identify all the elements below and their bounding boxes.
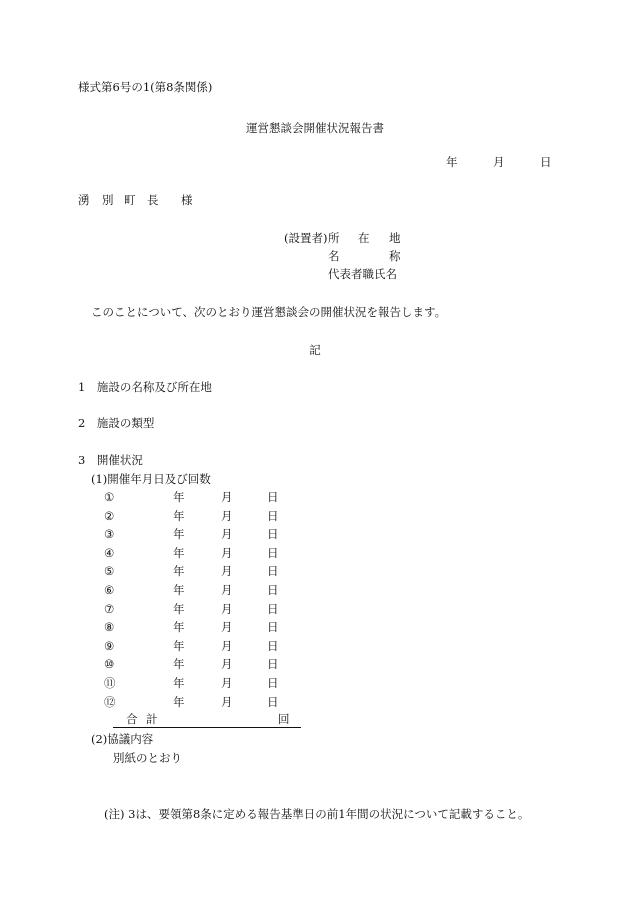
meeting-month: 月 [221, 583, 233, 597]
subitem-2-text: 別紙のとおり [113, 751, 182, 765]
meeting-day: 日 [267, 527, 279, 542]
form-number: 様式第6号の1(第8条関係) [78, 80, 213, 94]
meeting-year: 年 [173, 638, 185, 653]
meeting-month: 月 [221, 601, 233, 616]
meeting-number: ⑤ [104, 564, 115, 579]
meeting-row [0, 583, 630, 597]
name-label-char: 称 [389, 249, 401, 263]
representative-label: 代表者職氏名 [328, 267, 397, 281]
addressee-honorific: 様 [181, 193, 193, 207]
meeting-month: 月 [221, 620, 233, 635]
meeting-month: 月 [221, 564, 233, 579]
meeting-month: 月 [221, 527, 233, 542]
meeting-year: 年 [173, 564, 185, 579]
address-label-char: 在 [358, 231, 370, 245]
reporter-address-row [0, 231, 630, 245]
subitem-2: (2)協議内容 [91, 732, 154, 746]
meeting-number: ① [104, 490, 115, 504]
date-month: 月 [493, 155, 505, 169]
meeting-row [0, 676, 630, 690]
addressee-char: 湧 [78, 193, 90, 207]
meeting-row [0, 527, 630, 541]
meeting-number: ⑧ [104, 620, 115, 635]
meeting-number: ② [104, 508, 115, 523]
meeting-day: 日 [267, 490, 279, 504]
meeting-year: 年 [173, 508, 185, 523]
addressee-char: 町 [124, 193, 136, 207]
meeting-row [0, 546, 630, 560]
total-label-char: 計 [146, 712, 158, 726]
meeting-month: 月 [221, 694, 233, 709]
meeting-day: 日 [267, 583, 279, 597]
meeting-year: 年 [173, 620, 185, 635]
date-year: 年 [446, 155, 458, 169]
meeting-number: ⑥ [104, 583, 115, 597]
total-unit: 回 [278, 712, 290, 726]
meeting-year: 年 [173, 676, 185, 690]
meeting-number: ⑦ [104, 601, 115, 616]
meeting-month: 月 [221, 676, 233, 690]
meeting-month: 月 [221, 657, 233, 672]
total-label-char: 合 [126, 712, 138, 726]
meeting-year: 年 [173, 545, 185, 560]
meeting-day: 日 [267, 508, 279, 523]
meeting-number: ⑩ [104, 657, 115, 672]
meeting-year: 年 [173, 694, 185, 709]
ki-heading: 記 [309, 343, 321, 357]
meeting-row [0, 602, 630, 616]
meeting-month: 月 [221, 545, 233, 560]
meeting-day: 日 [267, 657, 279, 672]
reporter-name-row [0, 249, 630, 263]
report-date [0, 155, 630, 169]
meeting-row [0, 639, 630, 653]
document-title: 運営懇談会開催状況報告書 [246, 121, 384, 135]
reporter-prefix: (設置者) [284, 231, 328, 245]
footnote: (注) 3は、要領第8条に定める報告基準日の前1年間の状況について記載すること。 [104, 807, 530, 821]
meeting-month: 月 [221, 490, 233, 504]
address-label-char: 地 [389, 231, 401, 245]
meeting-number: ⑨ [104, 638, 115, 653]
meeting-row [0, 657, 630, 671]
item-1: 1 施設の名称及び所在地 [78, 380, 212, 394]
meeting-number: ③ [104, 527, 115, 542]
meeting-month: 月 [221, 508, 233, 523]
meeting-year: 年 [173, 527, 185, 542]
meeting-number: ④ [104, 545, 115, 560]
meeting-number: ⑪ [104, 676, 116, 690]
meeting-row [0, 509, 630, 523]
meeting-year: 年 [173, 601, 185, 616]
meeting-row [0, 620, 630, 634]
meeting-year: 年 [173, 657, 185, 672]
meeting-month: 月 [221, 638, 233, 653]
meeting-row [0, 564, 630, 578]
intro-text: このことについて、次のとおり運営懇談会の開催状況を報告します。 [91, 305, 447, 319]
meeting-day: 日 [267, 676, 279, 690]
addressee-char: 長 [147, 193, 159, 207]
meeting-day: 日 [267, 694, 279, 709]
meeting-day: 日 [267, 638, 279, 653]
addressee [0, 193, 630, 207]
meeting-row [0, 490, 630, 504]
meeting-day: 日 [267, 601, 279, 616]
addressee-char: 別 [102, 193, 114, 207]
meeting-row [0, 695, 630, 709]
meeting-day: 日 [267, 620, 279, 635]
meeting-day: 日 [267, 564, 279, 579]
total-row [0, 712, 630, 726]
name-label-char: 名 [328, 249, 340, 263]
total-underline [113, 727, 301, 728]
address-label-char: 所 [328, 231, 340, 245]
meeting-year: 年 [173, 490, 185, 504]
date-day: 日 [540, 155, 552, 169]
item-3: 3 開催状況 [78, 453, 143, 467]
subitem-1: (1)開催年月日及び回数 [91, 472, 211, 486]
meeting-day: 日 [267, 545, 279, 560]
item-2: 2 施設の類型 [78, 416, 155, 430]
meeting-number: ⑫ [104, 694, 116, 709]
meeting-year: 年 [173, 583, 185, 597]
